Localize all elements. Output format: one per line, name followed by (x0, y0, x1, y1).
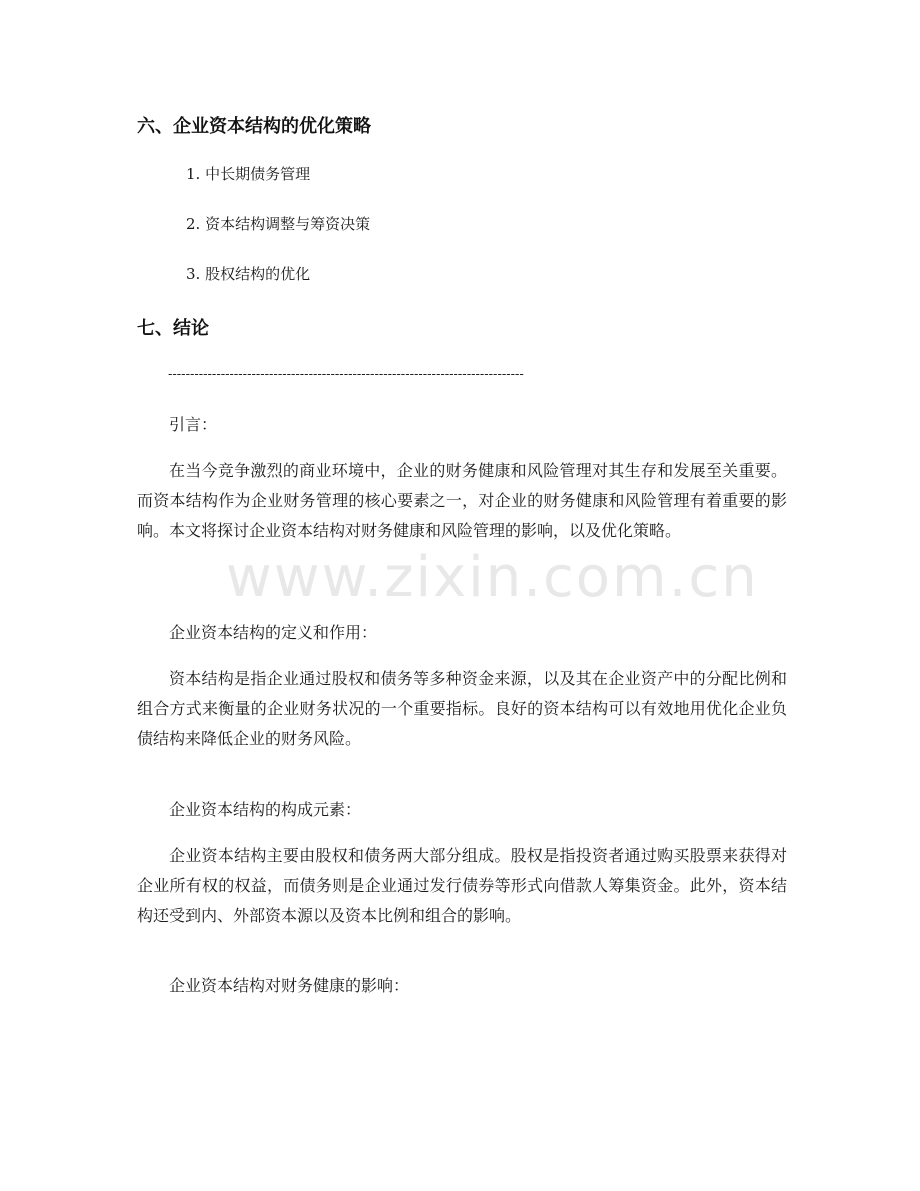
definition-paragraph: 资本结构是指企业通过股权和债务等多种资金来源，以及其在企业资产中的分配比例和组合方式来衡量的企业财务状况的一个重要指标。良好的资本结构可以有效地用优化企业负债结构来降低企业的财务风险。 (137, 669, 787, 748)
intro-label: 引言： (169, 415, 218, 434)
definition-label: 企业资本结构的定义和作用： (169, 623, 378, 642)
section-6-title: 六、企业资本结构的优化策略 (137, 116, 371, 137)
section-6-item-3: 3. 股权结构的优化 (186, 265, 311, 283)
divider-line: --------------------------------------------------------------------------------- (168, 367, 524, 382)
watermark: www.zixin.com.cn (226, 545, 759, 610)
section-6-item-2: 2. 资本结构调整与筹资决策 (186, 215, 371, 233)
section-7-title: 七、结论 (137, 318, 209, 339)
elements-label: 企业资本结构的构成元素： (169, 800, 362, 819)
impact-label: 企业资本结构对财务健康的影响： (169, 976, 410, 995)
section-6-item-1: 1. 中长期债务管理 (186, 165, 311, 183)
elements-paragraph: 企业资本结构主要由股权和债务两大部分组成。股权是指投资者通过购买股票来获得对企业所有权的权益，而债务则是企业通过发行债券等形式向借款人筹集资金。此外，资本结构还受到内、外部资本源以及资本比例和组合的影响。 (137, 846, 787, 925)
intro-paragraph: 在当今竞争激烈的商业环境中，企业的财务健康和风险管理对其生存和发展至关重要。而资本结构作为企业财务管理的核心要素之一，对企业的财务健康和风险管理有着重要的影响。本文将探讨企业资本结构对财务健康和风险管理的影响，以及优化策略。 (137, 461, 787, 540)
